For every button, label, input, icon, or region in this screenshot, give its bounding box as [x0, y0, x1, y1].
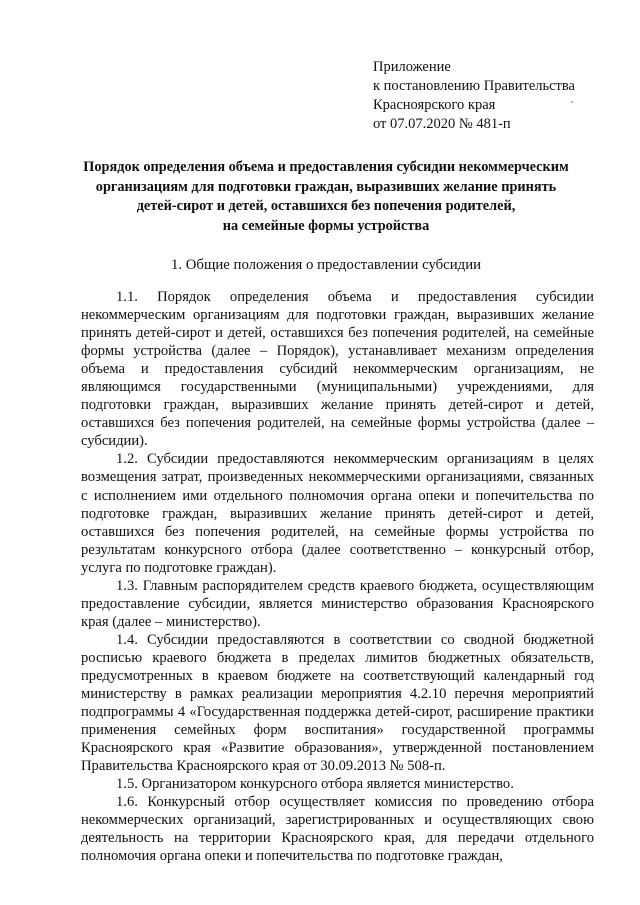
- title-line-1: Порядок определения объема и предоставления субсидии некоммерческим: [83, 159, 569, 175]
- appendix-line-3: Красноярского края: [373, 97, 496, 113]
- paragraph-1-5: 1.5. Организатором конкурсного отбора является министерство.: [116, 776, 514, 793]
- document-title: [60, 158, 592, 236]
- paragraph-1-4: 1.4. Субсидии предоставляются в соответствии со сводной бюджетной росписью краевого бюджета в пределах лимитов бюджетных обязательств, предусмотренных в краевом бюджете на соответствующий календарный год министерству в рамках реализации мероприятия 4.2.10 перечня мероприятий подпрограммы 4 «Государственная поддержка детей-сирот, расширение практики применения семейных форм воспитания» государственной программы Красноярского края «Развитие образования», утвержденной постановлением Правительства Красноярского края от 30.09.2013 № 508-п.: [81, 631, 594, 775]
- paragraph-1-2: 1.2. Субсидии предоставляются некоммерческим организациям в целях возмещения затрат, произведенных некоммерческими организациями, связанных с исполнением ими отдельного полномочия органа опеки и попечительства по подготовке граждан, выразивших желание принять детей-сирот и детей, оставшихся без попечения родителей, на семейные формы устройства по результатам конкурсного отбора (далее соответственно – конкурсный отбор, услуга по подготовке граждан).: [81, 451, 594, 576]
- body-text: [81, 288, 594, 866]
- paragraph-1-1: 1.1. Порядок определения объема и предоставления субсидии некоммерческим организациям для подготовки граждан, выразивших желание принять детей-сирот и детей, оставшихся без попечения родителей, на семейные формы устройства (далее – Порядок), устанавливает механизм определения объема и предоставления субсидий некоммерческим организациям, не являющимся государственными (муниципальными) учреждениями, для подготовки граждан, выразивших желание принять детей-сирот и детей, оставшихся без попечения родителей, на семейные формы устройства (далее – субсидии).: [81, 289, 594, 450]
- appendix-line-2: к постановлению Правительства: [373, 78, 575, 94]
- paragraph-1-6: 1.6. Конкурсный отбор осуществляет комиссия по проведению отбора некоммерческих организаций, зарегистрированных и осуществляющих свою деятельность на территории Красноярского края, для передачи отдельного полномочия органа опеки и попечительства по подготовке граждан,: [81, 794, 594, 865]
- paragraph-1-3: 1.3. Главным распорядителем средств краевого бюджета, осуществляющим предоставление субсидии, является министерство образования Красноярского края (далее – министерство).: [81, 577, 594, 630]
- appendix-line-4: от 07.07.2020 № 481-п: [373, 116, 511, 132]
- appendix-block: [373, 58, 575, 134]
- scan-speck: [571, 101, 573, 103]
- title-line-2: организациям для подготовки граждан, выразивших желание принять: [95, 178, 557, 195]
- title-line-4: на семейные формы устройства: [222, 217, 430, 234]
- section-heading: 1. Общие положения о предоставлении субсидии: [170, 257, 482, 273]
- appendix-line-1: Приложение: [373, 59, 451, 75]
- title-line-3: детей-сирот и детей, оставшихся без попечения родителей,: [136, 198, 516, 215]
